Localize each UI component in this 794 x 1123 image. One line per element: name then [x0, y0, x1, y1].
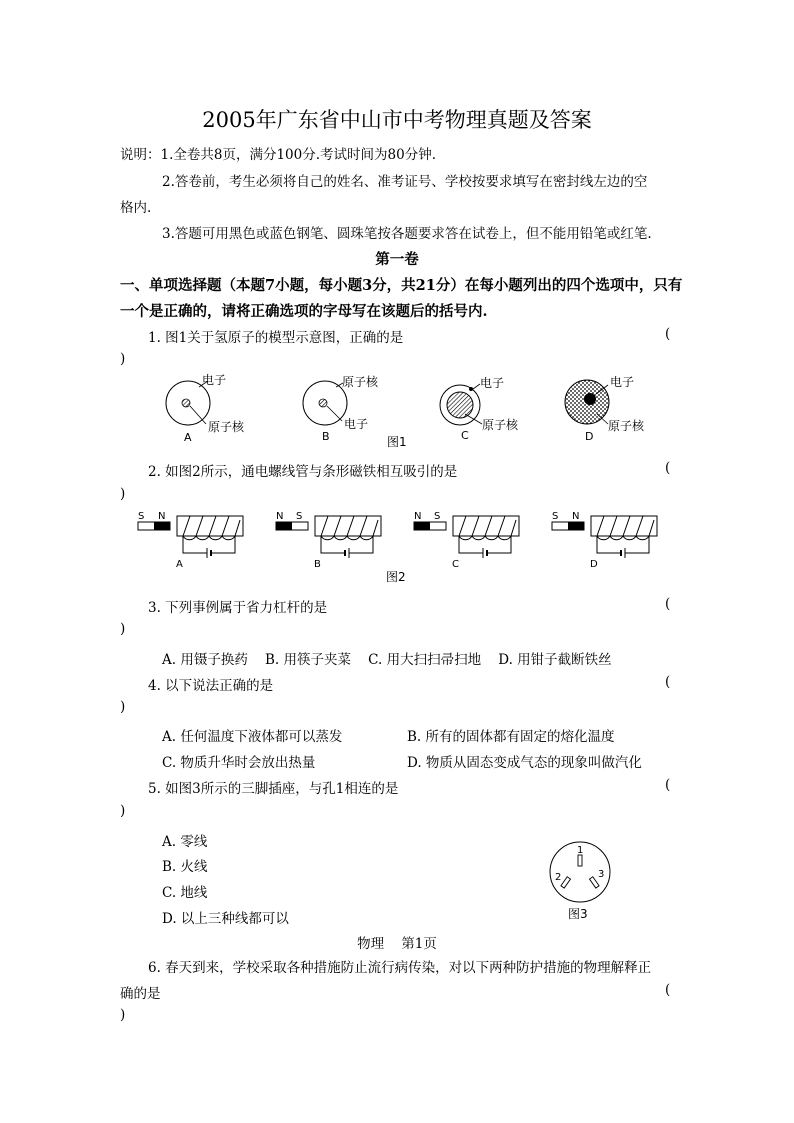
- instruction-1: 说明：1.全卷共8页，满分100分.考试时间为80分钟.: [120, 147, 436, 163]
- answer-paren-close: ): [120, 803, 126, 819]
- question-6-stem-line2: 确的是: [120, 986, 161, 1002]
- question-6-stem-line1: 6. 春天到来，学校采取各种措施防止流行病传染，对以下两种防护措施的物理解释正: [148, 960, 652, 976]
- hole-1-label: 1: [577, 845, 584, 856]
- label-c: C: [461, 429, 469, 442]
- question-4-stem: 4. 以下说法正确的是: [148, 678, 274, 694]
- answer-paren-open: (: [665, 674, 671, 690]
- question-5-option-c: C. 地线: [162, 885, 208, 901]
- answer-paren-open: (: [665, 460, 671, 476]
- label-d: D: [585, 430, 594, 443]
- question-5-option-a: A. 零线: [162, 834, 208, 850]
- question-5-option-d: D. 以上三种线都可以: [162, 911, 289, 927]
- question-4-option-d: D. 物质从固态变成气态的现象叫做汽化: [407, 755, 642, 771]
- label-a: A: [184, 431, 192, 444]
- figure-2-solenoids: [130, 505, 675, 587]
- section-heading-line2: 一个是正确的，请将正确选项的字母写在该题后的括号内.: [120, 303, 488, 320]
- figure-3-caption: 图3: [568, 907, 588, 921]
- atom-model-b: [303, 374, 379, 443]
- label-nucleus: 原子核: [208, 420, 245, 434]
- label-electron: 电子: [202, 373, 227, 387]
- question-2-stem: 2. 如图2所示，通电螺线管与条形磁铁相互吸引的是: [148, 464, 458, 480]
- svg-text:N: N: [158, 511, 166, 522]
- svg-text:S: S: [138, 511, 145, 522]
- instruction-3: 3.答题可用黑色或蓝色钢笔、圆珠笔按各题要求答在试卷上，但不能用铅笔或红笔.: [162, 226, 652, 242]
- atom-model-d: [565, 374, 645, 443]
- answer-paren-close: ): [120, 699, 126, 715]
- svg-text:A: A: [176, 559, 183, 570]
- answer-paren-close: ): [120, 621, 126, 637]
- solenoid-circuit-a: [138, 511, 243, 570]
- question-3-options: A. 用镊子换药 B. 用筷子夹菜 C. 用大扫扫帚扫地 D. 用钳子截断铁丝: [162, 652, 612, 668]
- svg-text:S: S: [296, 511, 303, 522]
- label-electron: 电子: [610, 375, 635, 389]
- answer-paren-open: (: [665, 326, 671, 342]
- answer-paren-open: (: [665, 777, 671, 793]
- label-nucleus: 原子核: [342, 375, 379, 389]
- answer-paren-close: ): [120, 1007, 126, 1023]
- atom-model-a: [166, 372, 245, 444]
- svg-text:D: D: [590, 559, 598, 570]
- svg-text:N: N: [276, 511, 284, 522]
- question-3-stem: 3. 下列事例属于省力杠杆的是: [148, 600, 328, 616]
- question-4-option-b: B. 所有的固体都有固定的熔化温度: [407, 729, 615, 745]
- label-nucleus: 原子核: [608, 419, 645, 433]
- hole-3-label: 3: [598, 869, 605, 880]
- answer-paren-open: (: [665, 596, 671, 612]
- section-heading-line1: 一、单项选择题（本题7小题，每小题3分，共21分）在每小题列出的四个选项中，只有: [120, 277, 683, 294]
- answer-paren-close: ): [120, 486, 126, 502]
- svg-text:C: C: [452, 559, 459, 570]
- page-footer: 物理 第1页: [357, 936, 437, 952]
- answer-paren-open: (: [665, 982, 671, 998]
- hole-2-label: 2: [555, 872, 562, 883]
- label-nucleus: 原子核: [482, 418, 519, 432]
- svg-text:N: N: [572, 511, 580, 522]
- question-5-option-b: B. 火线: [162, 859, 208, 875]
- question-5-stem: 5. 如图3所示的三脚插座，与孔1相连的是: [148, 781, 399, 797]
- question-4-option-c: C. 物质升华时会放出热量: [162, 755, 316, 771]
- volume-heading: 第一卷: [375, 251, 419, 268]
- question-4-option-a: A. 任何温度下液体都可以蒸发: [162, 729, 343, 745]
- atom-model-c: [440, 375, 519, 442]
- svg-text:B: B: [314, 559, 321, 570]
- instruction-2-continued: 格内.: [120, 200, 152, 216]
- svg-text:S: S: [434, 511, 441, 522]
- figure-3-three-pin-socket: [540, 838, 620, 926]
- figure-2-caption: 图2: [386, 570, 406, 584]
- svg-text:N: N: [414, 511, 422, 522]
- figure-1-caption: 图1: [387, 435, 407, 449]
- answer-paren-close: ): [120, 351, 126, 367]
- svg-text:S: S: [552, 511, 559, 522]
- solenoid-circuit-b: [276, 511, 381, 570]
- label-b: B: [322, 430, 330, 443]
- solenoid-circuit-d: [552, 511, 657, 570]
- question-1-stem: 1. 图1关于氢原子的模型示意图，正确的是: [148, 330, 404, 346]
- label-electron: 电子: [344, 417, 369, 431]
- solenoid-circuit-c: [414, 511, 519, 570]
- instruction-2: 2.答卷前，考生必须将自己的姓名、准考证号、学校按要求填写在密封线左边的空: [162, 174, 648, 190]
- label-electron: 电子: [480, 376, 505, 390]
- page-title: 2005年广东省中山市中考物理真题及答案: [202, 108, 592, 132]
- figure-1-atom-models: [150, 370, 670, 450]
